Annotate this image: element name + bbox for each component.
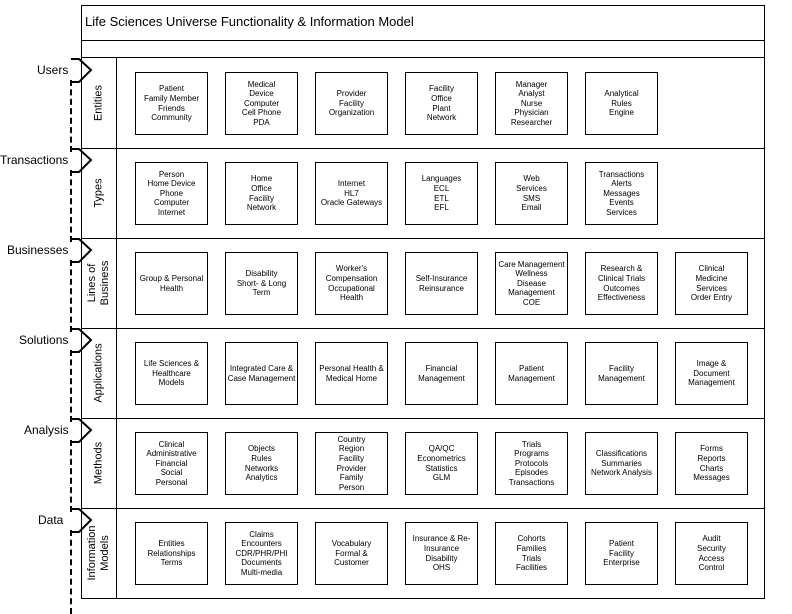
category-label-box (82, 508, 117, 598)
dashed-connector (70, 170, 72, 242)
cell-text-line: Facilities (515, 563, 548, 573)
cell-text-line: Researcher (510, 117, 553, 127)
cell-text-line: Personal Health & (319, 363, 384, 373)
model-cell (315, 162, 388, 225)
cell-text-line: Medical Home (325, 373, 378, 383)
model-cell (585, 432, 658, 495)
cell-text-line: Plant (432, 103, 451, 113)
model-cell (225, 162, 298, 225)
cell-text-line: Facility (429, 84, 454, 94)
model-cell (225, 342, 298, 405)
cell-text-line: Cell Phone (241, 108, 282, 118)
cell-text-line: Oracle Gateways (320, 198, 383, 208)
cell-text-line: Relationships (147, 548, 196, 558)
model-cell (405, 72, 478, 135)
category-label-line: Information (86, 525, 98, 581)
model-cell (495, 72, 568, 135)
cell-text-line: Network (246, 203, 277, 213)
cell-text-line: Episodes (515, 468, 548, 478)
cell-text-line: Worker's (335, 264, 368, 274)
cell-text-line: Outcomes (603, 283, 640, 293)
cell-text-line: Home (250, 174, 273, 184)
cell-text-line: Control (698, 563, 725, 573)
dashed-connector (70, 260, 72, 332)
cell-text-line: Region (338, 444, 365, 454)
cell-text-line: Access (698, 553, 725, 563)
cell-text-line: Clinical Trials (597, 273, 646, 283)
cell-text-line: Clinical (698, 264, 725, 274)
cell-text-line: Engine (609, 108, 634, 118)
cell-text-line: Facility (609, 363, 634, 373)
cell-text-line: Financial (155, 458, 188, 468)
cell-text-line: Analyst (518, 89, 545, 99)
cell-text-line: Short- & Long (236, 278, 287, 288)
cell-text-line: Disease (517, 278, 546, 288)
cell-text-line: CDR/PHR/PHI (235, 548, 288, 558)
cell-text-line: Audit (702, 534, 721, 544)
layer-divider (81, 508, 765, 509)
cell-text-line: Analytics (245, 473, 278, 483)
cell-text-line: Internet (337, 179, 366, 189)
cell-text-line: QA/QC (428, 444, 455, 454)
category-label (93, 85, 106, 121)
cell-text-line: Management (688, 378, 735, 388)
cell-text-line: Medicine (695, 273, 728, 283)
cell-text-line: Multi-media (240, 567, 283, 577)
cell-text-line: Health (339, 293, 364, 303)
cell-text-line: Organization (328, 108, 375, 118)
category-label (93, 442, 106, 484)
cell-text-line: Patient (159, 84, 184, 94)
model-cell (225, 522, 298, 585)
cell-text-line: Compensation (325, 273, 378, 283)
cell-text-line: Financial (425, 363, 458, 373)
cell-text-line: Healthcare (152, 368, 191, 378)
model-cell (135, 522, 208, 585)
cell-text-line: Person (338, 482, 365, 492)
model-cell (315, 72, 388, 135)
dashed-connector (70, 440, 72, 512)
model-cell (495, 432, 568, 495)
model-cell (585, 522, 658, 585)
cell-text-line: Medical (247, 79, 276, 89)
category-label (93, 343, 106, 402)
model-cell (225, 252, 298, 315)
cell-text-line: Manager (515, 79, 548, 89)
model-cell (135, 432, 208, 495)
cell-text-line: Management (508, 288, 555, 298)
cell-text-line: Friends (158, 103, 185, 113)
cell-text-line: Research & (600, 264, 643, 274)
cell-text-line: Care Management (498, 259, 565, 269)
cell-text-line: Self-Insurance (415, 273, 468, 283)
model-cell (405, 252, 478, 315)
cell-text-line: Rules (611, 98, 632, 108)
category-label-box (82, 148, 117, 238)
model-cell (135, 342, 208, 405)
model-cell (585, 342, 658, 405)
cell-text-line: Internet (157, 207, 186, 217)
cell-text-line: Email (521, 203, 542, 213)
cell-text-line: Image & (696, 359, 727, 369)
dashed-connector (70, 350, 72, 422)
cell-text-line: Wellness (515, 269, 548, 279)
layer-divider (81, 418, 765, 419)
cell-text-line: Protocols (514, 458, 549, 468)
cell-text-line: Networks (244, 463, 279, 473)
cell-text-line: Country (337, 434, 366, 444)
cell-text-line: Computer (243, 98, 280, 108)
model-cell (405, 522, 478, 585)
side-label-analysis: Analysis (24, 423, 69, 437)
cell-text-line: Messages (603, 188, 640, 198)
cell-text-line: Device (249, 89, 274, 99)
cell-text-line: Programs (514, 449, 549, 459)
model-cell (585, 252, 658, 315)
layer-divider (81, 328, 765, 329)
model-cell (315, 522, 388, 585)
cell-text-line: Services (606, 207, 637, 217)
cell-text-line: Facility (249, 193, 274, 203)
cell-text-line: Physician (514, 108, 549, 118)
cell-text-line: ETL (434, 193, 449, 203)
cell-text-line: Clinical (158, 439, 185, 449)
cell-text-line: Messages (693, 473, 730, 483)
cell-text-line: Management (508, 373, 555, 383)
cell-text-line: COE (522, 297, 541, 307)
cell-text-line: Patient (519, 363, 544, 373)
model-cell (135, 72, 208, 135)
cell-text-line: Formal & (335, 548, 368, 558)
cell-text-line: Summaries (601, 458, 642, 468)
cell-text-line: Management (598, 373, 645, 383)
cell-text-line: Family (339, 473, 364, 483)
cell-text-line: Home Device (147, 179, 196, 189)
model-cell (585, 72, 658, 135)
cell-text-line: Insurance & Re- (412, 534, 471, 544)
cell-text-line: Transactions (598, 169, 645, 179)
cell-text-line: Families (516, 543, 547, 553)
cell-text-line: Term (252, 288, 271, 298)
cell-text-line: Facility (609, 548, 634, 558)
cell-text-line: Life Sciences & (143, 359, 200, 369)
model-cell (225, 72, 298, 135)
cell-text-line: Occupational (328, 283, 375, 293)
cell-text-line: Office (431, 93, 452, 103)
model-cell (405, 432, 478, 495)
cell-text-line: Statistics (425, 463, 458, 473)
dashed-connector (70, 530, 72, 614)
category-label-box (82, 418, 117, 508)
model-cell (495, 162, 568, 225)
model-cell (495, 252, 568, 315)
cell-text-line: Disability (245, 269, 278, 279)
side-label-solutions: Solutions (19, 333, 69, 347)
cell-text-line: Integrated Care & (229, 363, 294, 373)
model-cell (675, 342, 748, 405)
cell-text-line: Events (609, 198, 634, 208)
cell-text-line: Terms (160, 558, 183, 568)
cell-text-line: Facility (339, 98, 364, 108)
cell-text-line: Group & Personal (139, 273, 204, 283)
cell-text-line: Enterprise (603, 558, 640, 568)
side-label-users: Users (37, 63, 69, 77)
model-cell (675, 432, 748, 495)
diagram-title: Life Sciences Universe Functionality & Information Model (85, 14, 414, 29)
cell-text-line: Patient (609, 539, 634, 549)
cell-text-line: Person (158, 169, 185, 179)
cell-text-line: PDA (253, 117, 270, 127)
model-cell (135, 162, 208, 225)
cell-text-line: Phone (159, 188, 184, 198)
cell-text-line: Forms (700, 444, 723, 454)
cell-text-line: Provider (336, 89, 367, 99)
cell-text-line: Network (426, 113, 457, 123)
cell-text-line: Security (697, 543, 726, 553)
model-cell (495, 522, 568, 585)
layer-divider (81, 148, 765, 149)
cell-text-line: Reinsurance (419, 283, 464, 293)
cell-text-line: GLM (432, 473, 451, 483)
cell-text-line: Web (523, 174, 540, 184)
cell-text-line: OHS (432, 563, 451, 573)
category-label-line: Models (99, 535, 111, 571)
cell-text-line: Customer (334, 558, 369, 568)
category-label-line: Lines of (86, 263, 98, 303)
dashed-connector (70, 80, 72, 152)
cell-text-line: Services (696, 283, 727, 293)
cell-text-line: Health (159, 283, 184, 293)
cell-text-line: ECL (433, 183, 450, 193)
cell-text-line: Document (693, 368, 730, 378)
cell-text-line: Cohorts (517, 534, 546, 544)
category-label-line: Business (99, 260, 111, 306)
model-cell (405, 342, 478, 405)
cell-text-line: Disability (425, 553, 458, 563)
cell-text-line: Nurse (520, 98, 543, 108)
category-label-line: Applications (92, 343, 105, 403)
side-label-transactions: Transactions (0, 153, 69, 167)
cell-text-line: EFL (434, 203, 449, 213)
cell-text-line: Case Management (227, 373, 296, 383)
cell-text-line: Insurance (423, 543, 460, 553)
cell-text-line: Languages (421, 174, 462, 184)
cell-text-line: Analytical (604, 89, 639, 99)
model-cell (675, 522, 748, 585)
cell-text-line: Facility (339, 453, 364, 463)
model-cell (135, 252, 208, 315)
cell-text-line: Charts (699, 463, 724, 473)
cell-text-line: Entities (158, 539, 185, 549)
category-label (93, 178, 106, 207)
cell-text-line: Reports (697, 453, 726, 463)
cell-text-line: Management (418, 373, 465, 383)
category-label-line: Types (92, 178, 105, 208)
cell-text-line: Personal (155, 477, 188, 487)
cell-text-line: SMS (522, 193, 541, 203)
cell-text-line: Classifications (595, 449, 648, 459)
cell-text-line: HL7 (344, 188, 359, 198)
model-cell (405, 162, 478, 225)
cell-text-line: Provider (336, 463, 367, 473)
cell-text-line: Trials (521, 553, 542, 563)
cell-text-line: Claims (249, 529, 274, 539)
model-cell (495, 342, 568, 405)
cell-text-line: Encounters (241, 539, 282, 549)
cell-text-line: Transactions (508, 477, 555, 487)
cell-text-line: Objects (247, 444, 276, 454)
side-label-data: Data (38, 513, 64, 527)
model-cell (585, 162, 658, 225)
cell-text-line: Trials (521, 439, 542, 449)
category-label (86, 261, 112, 306)
cell-text-line: Services (516, 183, 547, 193)
cell-text-line: Models (158, 378, 185, 388)
cell-text-line: Administrative (146, 449, 197, 459)
cell-text-line: Rules (251, 453, 272, 463)
category-label-box (82, 58, 117, 148)
model-cell (315, 432, 388, 495)
model-cell (315, 342, 388, 405)
layer-divider (81, 238, 765, 239)
cell-text-line: Network Analysis (591, 468, 652, 478)
cell-text-line: Alerts (611, 179, 632, 189)
cell-text-line: Family Member (143, 93, 200, 103)
cell-text-line: Effectiveness (597, 293, 646, 303)
category-label-box (82, 328, 117, 418)
model-cell (675, 252, 748, 315)
cell-text-line: Vocabulary (331, 539, 372, 549)
category-label-line: Methods (92, 441, 105, 485)
model-cell (225, 432, 298, 495)
cell-text-line: Community (151, 113, 192, 123)
category-label (86, 525, 112, 580)
side-label-businesses: Businesses (7, 243, 69, 257)
cell-text-line: Order Entry (690, 293, 733, 303)
cell-text-line: Social (160, 468, 183, 478)
cell-text-line: Econometrics (417, 453, 466, 463)
category-label-line: Entities (92, 84, 105, 122)
model-cell (315, 252, 388, 315)
cell-text-line: Computer (153, 198, 190, 208)
cell-text-line: Office (251, 183, 272, 193)
category-label-box (82, 238, 117, 328)
cell-text-line: Documents (241, 558, 282, 568)
